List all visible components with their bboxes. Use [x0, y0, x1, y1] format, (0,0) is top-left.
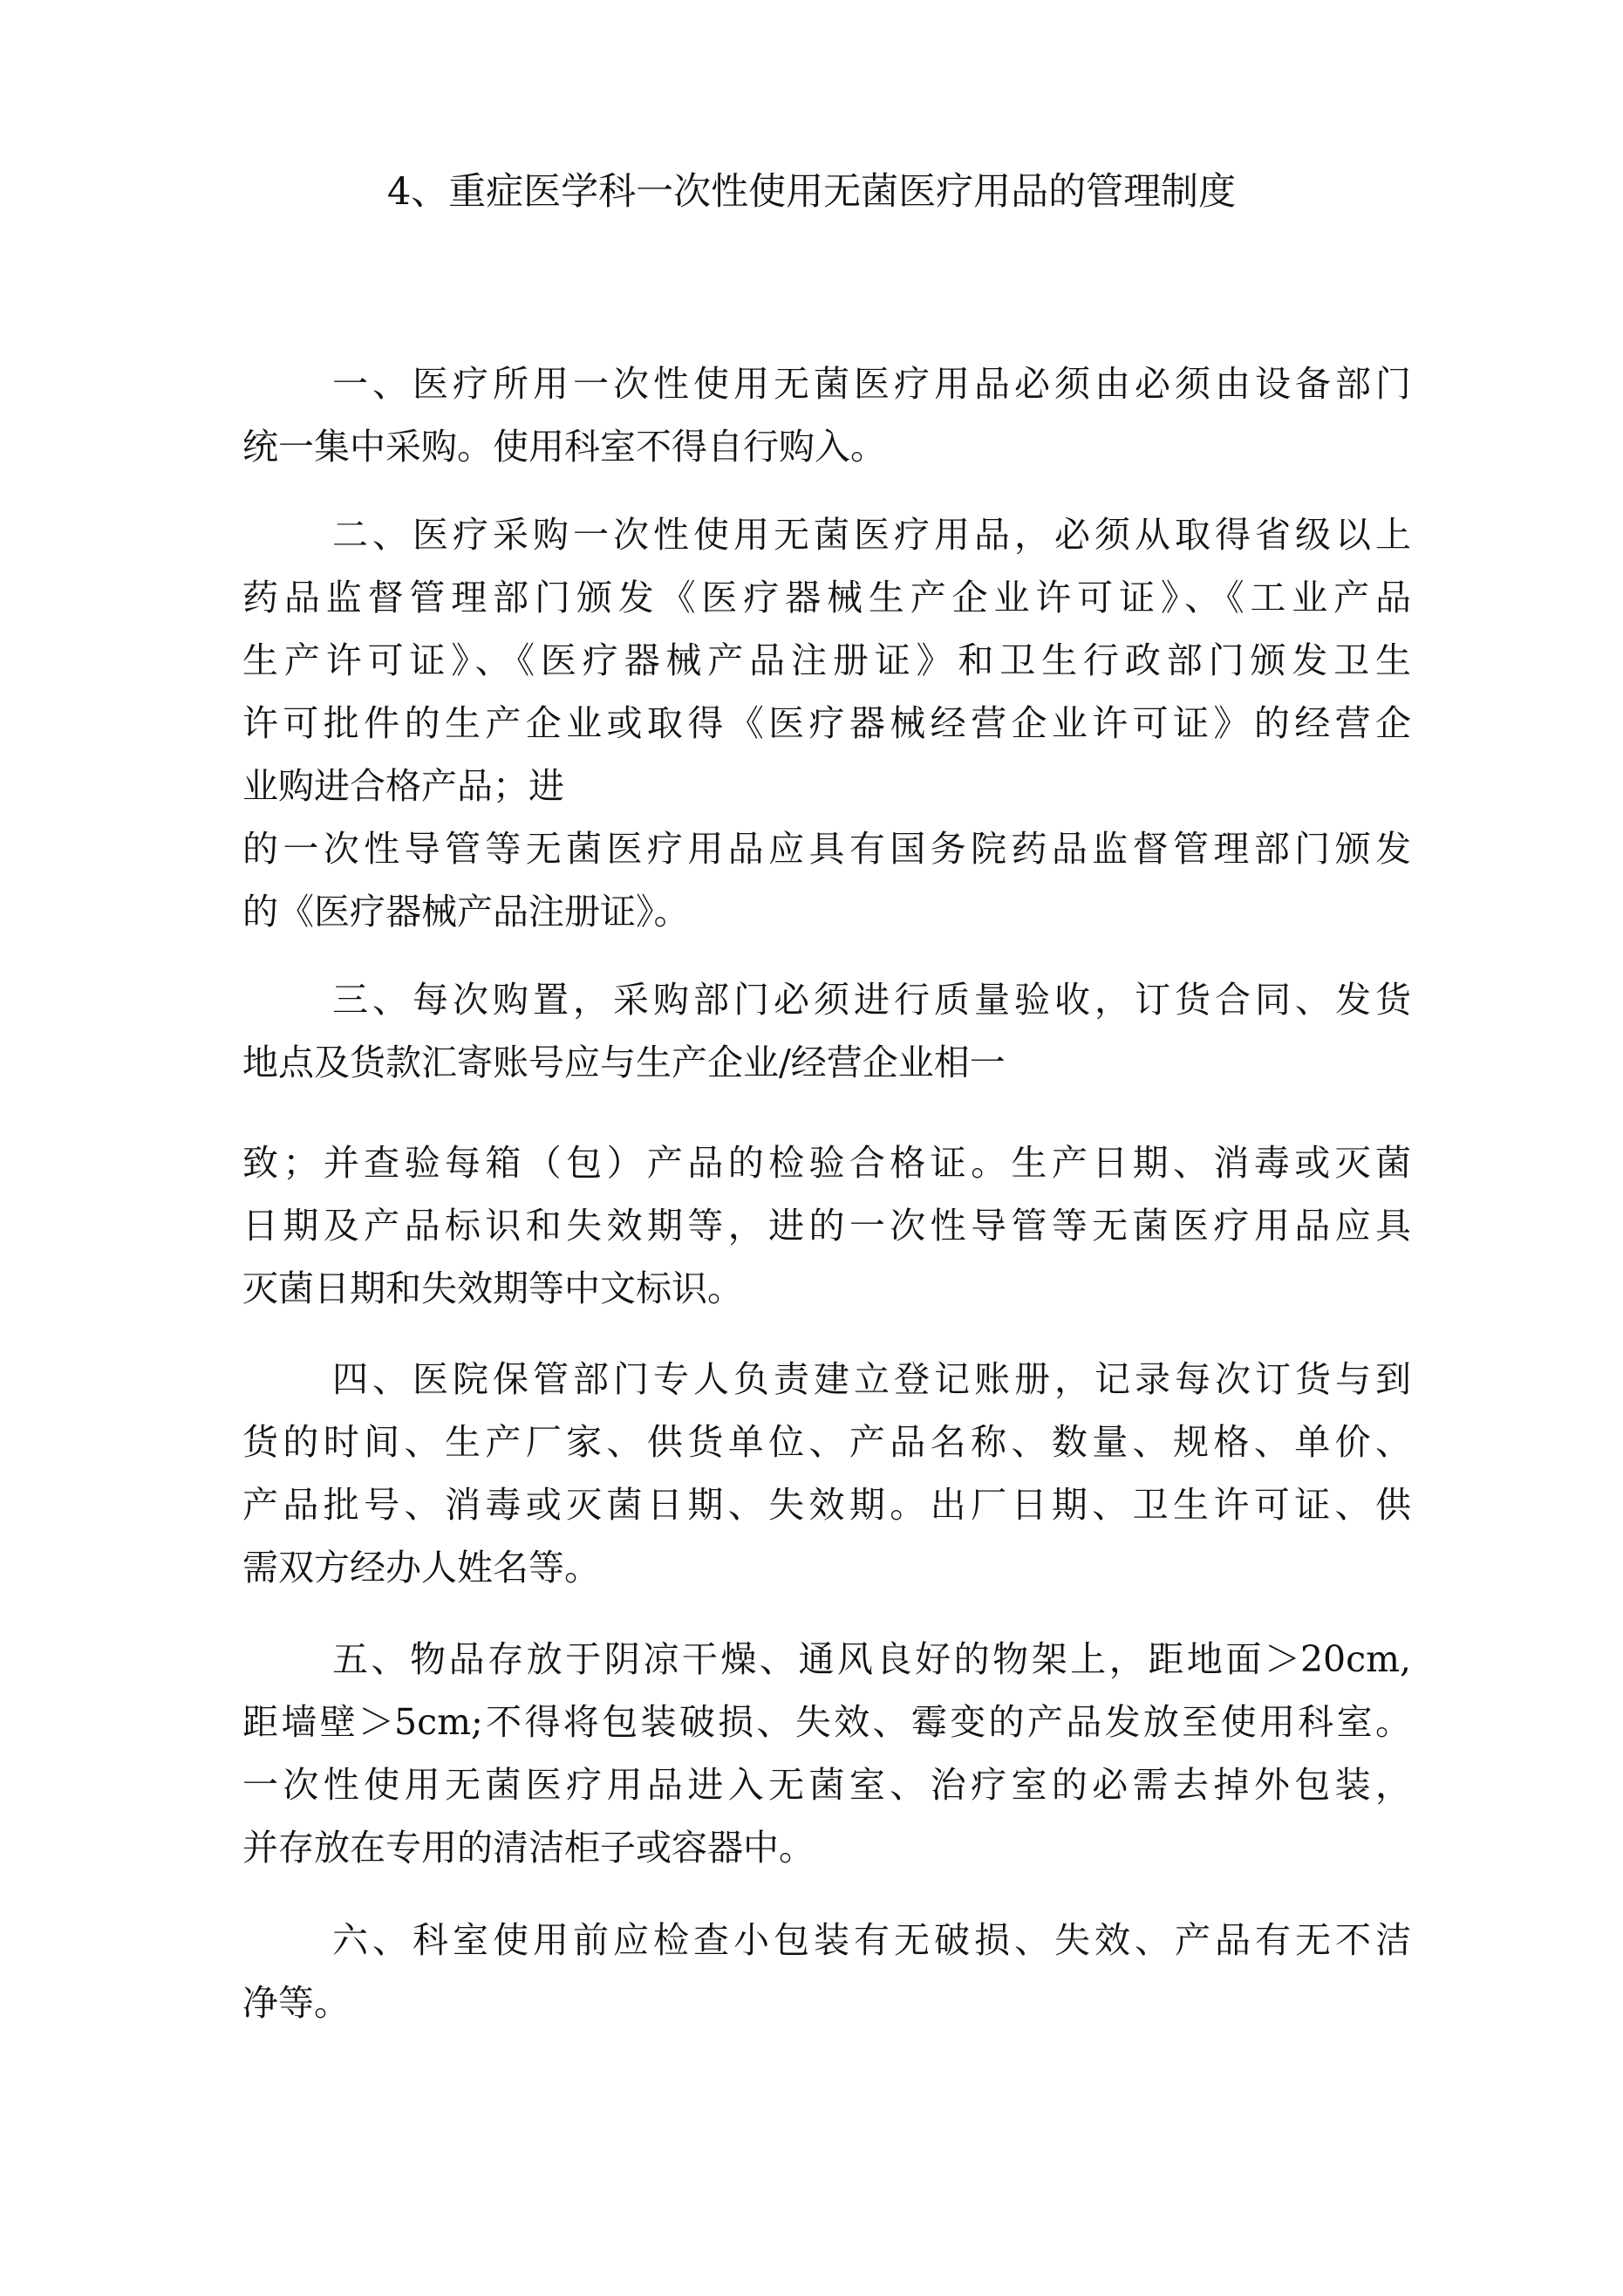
text-line: 二、医疗采购一次性使用无菌医疗用品，必须从取得省级以上: [332, 514, 1411, 556]
text-line: 的《医疗器械产品注册证》。: [242, 891, 690, 933]
text-line: 产品批号、消毒或灭菌日期、失效期。出厂日期、卫生许可证、供: [242, 1484, 1411, 1526]
text-line: 六、科室使用前应检查小包装有无破损、失效、产品有无不洁: [332, 1919, 1411, 1961]
text-line: 日期及产品标识和失效期等，进的一次性导管等无菌医疗用品应具: [242, 1205, 1411, 1247]
text-line: 净等。: [242, 1982, 350, 2024]
paragraph-5: [242, 1348, 1411, 1599]
document-title: 4、重症医学科一次性使用无菌医疗用品的管理制度: [386, 170, 1237, 214]
text-line: 并存放在专用的清洁柜子或容器中。: [242, 1827, 815, 1869]
text-line: 四、医院保管部门专人负责建立登记账册，记录每次订货与到: [332, 1358, 1411, 1400]
text-line: 药品监督管理部门颁发《医疗器械生产企业许可证》、《工业产品: [242, 577, 1411, 618]
text-line: 统一集中采购。使用科室不得自行购入。: [242, 426, 886, 468]
paragraph-6: [242, 1628, 1411, 1879]
text-line: 三、每次购置，采购部门必须进行质量验收，订货合同、发货: [332, 979, 1411, 1021]
text-line: 的一次性导管等无菌医疗用品应具有国务院药品监督管理部门颁发: [242, 828, 1411, 870]
paragraph-1: [242, 352, 1411, 478]
text-line: 致；并查验每箱（包）产品的检验合格证。生产日期、消毒或灭菌: [242, 1142, 1411, 1184]
text-line: 地点及货款汇寄账号应与生产企业/经营企业相一: [242, 1042, 1006, 1083]
text-line: 一次性使用无菌医疗用品进入无菌室、治疗室的必需去掉外包装，: [242, 1764, 1411, 1806]
text-line: 许可批件的生产企业或取得《医疗器械经营企业许可证》的经营企: [242, 702, 1411, 744]
paragraph-2: [242, 503, 1411, 943]
text-line: 需双方经办人姓名等。: [242, 1547, 600, 1589]
paragraph-3: [242, 968, 1411, 1094]
paragraph-7: [242, 1909, 1411, 2034]
text-line: 一、医疗所用一次性使用无菌医疗用品必须由必须由设备部门: [332, 363, 1411, 405]
paragraph-4: [242, 1131, 1411, 1320]
text-line: 距墙壁＞5cm;不得将包装破损、失效、霉变的产品发放至使用科室。: [242, 1701, 1411, 1743]
text-line: 业购进合格产品；进: [242, 765, 564, 807]
text-line: 生产许可证》、《医疗器械产品注册证》和卫生行政部门颁发卫生: [242, 639, 1411, 681]
text-line: 灭菌日期和失效期等中文标识。: [242, 1268, 743, 1309]
text-line: 五、物品存放于阴凉干燥、通风良好的物架上，距地面＞20cm,: [332, 1638, 1411, 1680]
text-line: 货的时间、生产厂家、供货单位、产品名称、数量、规格、单价、: [242, 1421, 1411, 1463]
